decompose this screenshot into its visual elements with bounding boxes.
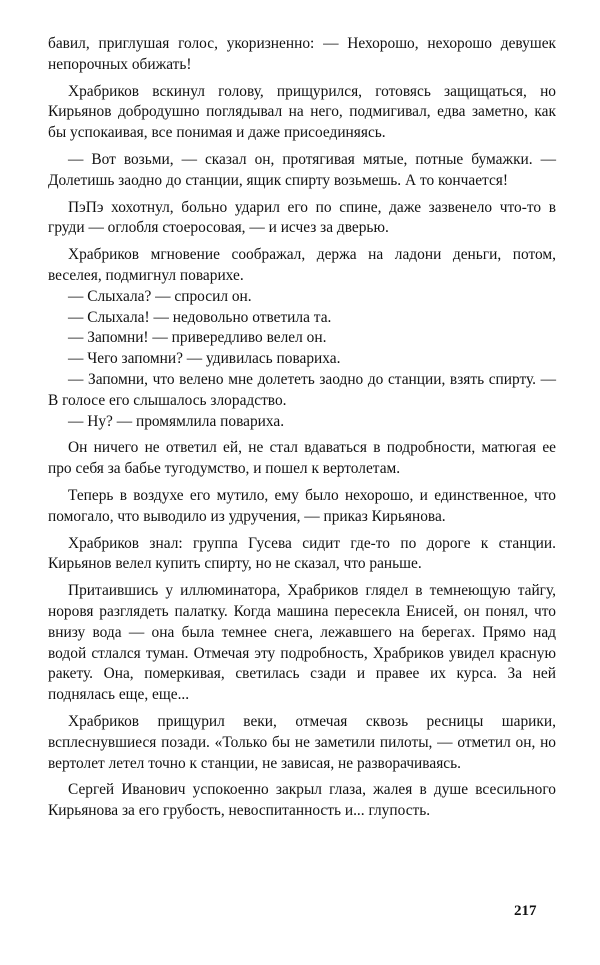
paragraph: Теперь в воздухе его мутило, ему было нехорошо, и единственное, что помогало, что выводило из удручения, — приказ Кирьянова. bbox=[48, 486, 556, 525]
paragraph: Храбриков знал: группа Гусева сидит где-то по дороге к станции. Кирьянов велел купить спирту, но не сказал, что раньше. bbox=[48, 534, 556, 573]
paragraph: Сергей Иванович успокоенно закрыл глаза, жалея в душе всесильного Кирьянова за его грубость, невоспитанность и... глупость. bbox=[48, 781, 556, 820]
paragraph: — Вот возьми, — сказал он, протягивая мятые, потные бумажки. — Долетишь заодно до станции, ящик спирту возьмешь. А то кончается! bbox=[48, 150, 556, 189]
paragraph: Храбриков мгновение соображал, держа на ладони деньги, потом, веселея, подмигнул поварихе. bbox=[48, 246, 556, 284]
dialogue-line: — Запомни! — привередливо велел он. bbox=[68, 329, 327, 347]
paragraph: Храбриков прищурил веки, отмечая сквозь ресницы шарики, всплеснувшиеся позади. «Только бы не заметили пилоты, — отметил он, но вертолет летел точно к станции, не зависая, не разворачиваясь. bbox=[48, 712, 556, 772]
dialogue-line: — Слыхала! — недовольно ответила та. bbox=[68, 308, 332, 326]
paragraph: Храбриков вскинул голову, прищурился, готовясь защищаться, но Кирьянов добродушно поглядывал на него, подмигивал, едва заметно, как бы успокаивая, все понимая и даже присоединяясь. bbox=[48, 82, 556, 142]
dialogue-line: — Слыхала? — спросил он. bbox=[68, 287, 252, 305]
dialogue-line: — Запомни, что велено мне долететь заодно до станции, взять спирту. — В голосе его слышалось злорадство. bbox=[48, 370, 556, 409]
page-number: 217 bbox=[514, 903, 537, 919]
paragraph: ПэПэ хохотнул, больно ударил его по спине, даже зазвенело что-то в груди — оглобля стоеросовая, — и исчез за дверью. bbox=[48, 198, 556, 237]
paragraph: бавил, приглушая голос, укоризненно: — Нехорошо, нехорошо девушек непорочных обижать! bbox=[48, 35, 556, 73]
paragraph: Притаившись у иллюминатора, Храбриков глядел в темнеющую тайгу, норовя разглядеть палатку. Когда машина пересекла Енисей, он понял, что внизу вода — она была темнее снега, лежавшего на берегах. Прямо над водой стлался туман. Отмечая эту подробность, Храбриков увидел красную ракету. Она, померкивая, светилась сзади и правее их курса. За ней поднялась еще, еще... bbox=[48, 582, 556, 704]
dialogue-line: — Чего запомни? — удивилась повариха. bbox=[68, 350, 341, 368]
paragraph: Он ничего не ответил ей, не стал вдаваться в подробности, матюгая ее про себя за бабье тугодумство, и пошел к вертолетам. bbox=[48, 439, 556, 478]
book-page-text bbox=[48, 34, 556, 822]
dialogue-line: — Ну? — промямлила повариха. bbox=[68, 412, 285, 430]
